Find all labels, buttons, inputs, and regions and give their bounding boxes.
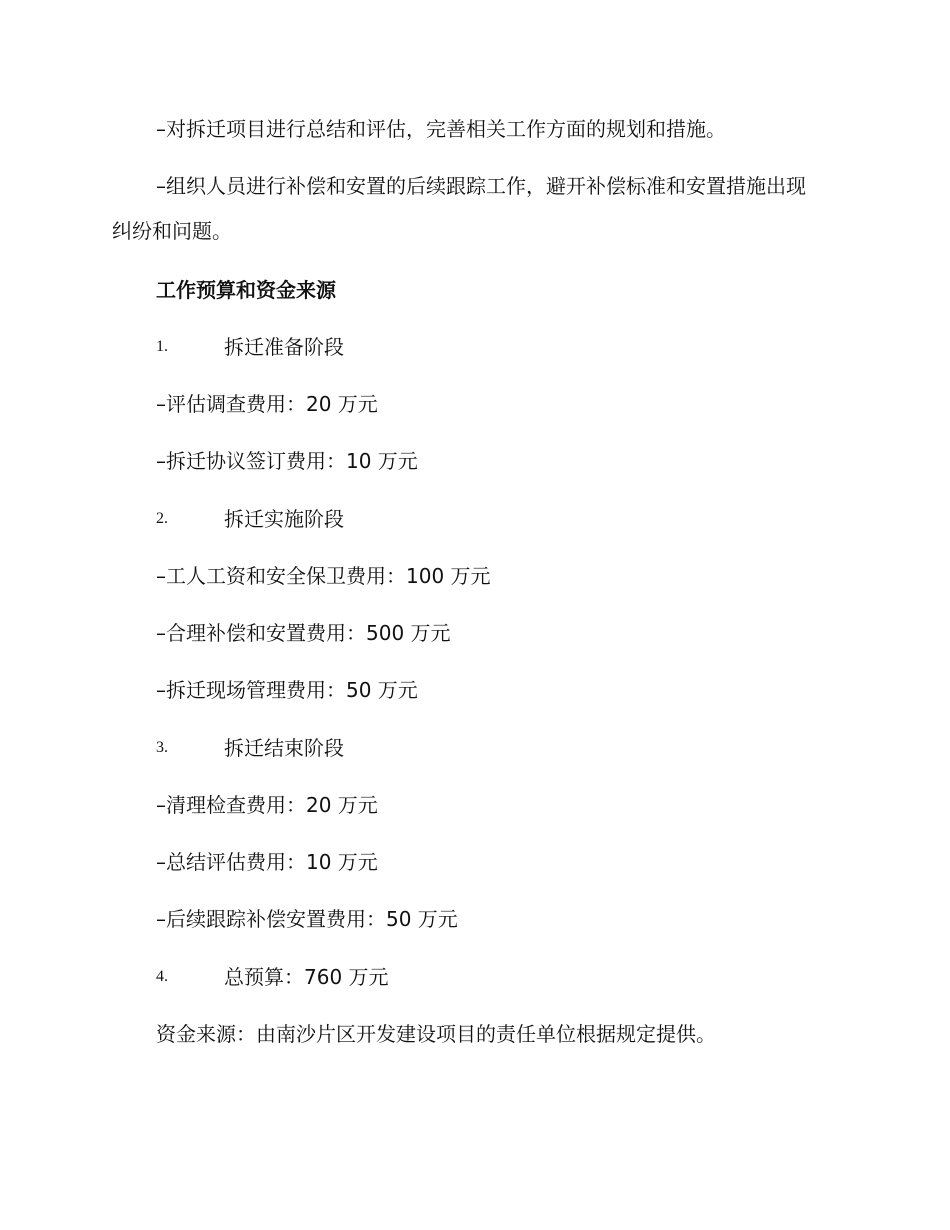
budget-item: –评估调查费用：20 万元 [156,392,378,416]
budget-item: –拆迁现场管理费用：50 万元 [156,678,418,702]
section-heading: 工作预算和资金来源 [156,278,336,302]
paragraph: –对拆迁项目进行总结和评估，完善相关工作方面的规划和措施。 [156,117,726,141]
budget-item: –工人工资和安全保卫费用：100 万元 [156,564,491,588]
budget-item: –清理检查费用：20 万元 [156,793,378,817]
total-budget: 总预算：760 万元 [224,965,389,989]
stage-title: 拆迁准备阶段 [224,335,344,359]
stage-number: 1. [156,338,168,355]
total-number: 4. [156,968,168,985]
stage-number: 3. [156,739,168,756]
funding-source: 资金来源：由南沙片区开发建设项目的责任单位根据规定提供。 [156,1022,716,1046]
budget-item: –合理补偿和安置费用：500 万元 [156,621,451,645]
stage-title: 拆迁实施阶段 [224,507,344,531]
budget-item: –总结评估费用：10 万元 [156,850,378,874]
stage-number: 2. [156,510,168,527]
budget-item: –后续跟踪补偿安置费用：50 万元 [156,907,458,931]
stage-title: 拆迁结束阶段 [224,736,344,760]
paragraph: –组织人员进行补偿和安置的后续跟踪工作，避开补偿标准和安置措施出现纠纷和问题。 [112,174,806,243]
budget-item: –拆迁协议签订费用：10 万元 [156,449,418,473]
